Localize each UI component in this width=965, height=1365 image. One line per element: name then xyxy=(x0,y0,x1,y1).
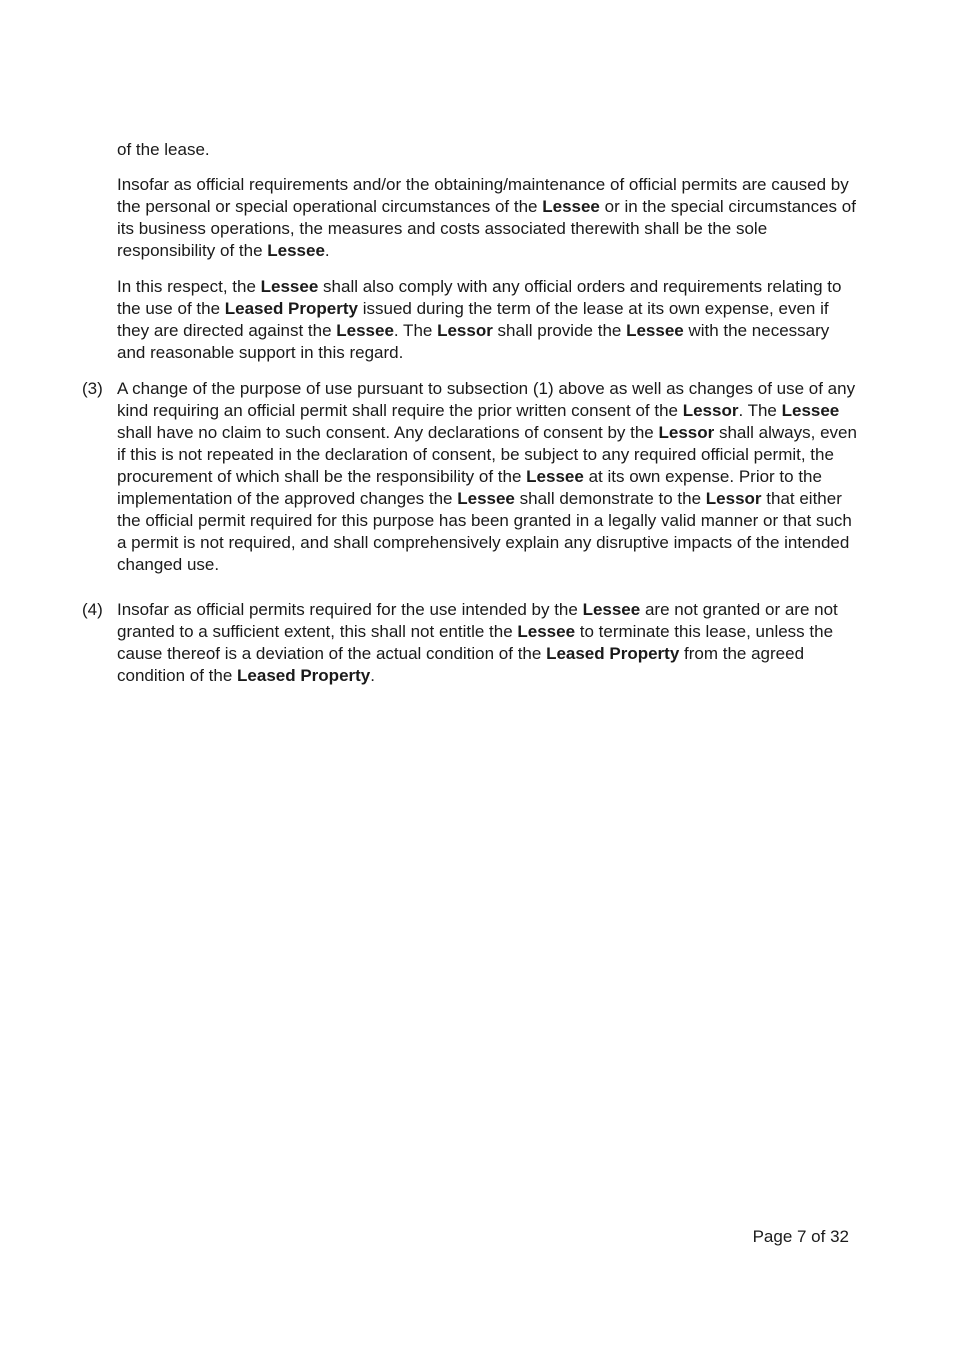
defined-term-lessee: Lessee xyxy=(582,600,641,619)
defined-term-lessee: Lessee xyxy=(260,277,319,296)
defined-term-lessee: Lessee xyxy=(781,401,840,420)
defined-term-leased-property: Leased Property xyxy=(546,644,680,663)
text-span: of the lease. xyxy=(117,140,210,159)
text-span: at its own expense. Prior to the implementation of the approved changes the xyxy=(117,467,822,508)
text-span: with the necessary and reasonable support in this regard. xyxy=(117,321,830,362)
text-span: or in the special circumstances of its business operations, the measures and costs associated therewith shall be the sole responsibility of the xyxy=(117,197,856,260)
subsection-text xyxy=(117,378,857,576)
defined-term-lessee: Lessee xyxy=(517,622,576,641)
defined-term-lessee: Lessee xyxy=(336,321,394,340)
text-span: issued during the term of the lease at its own expense, even if they are directed against the xyxy=(117,299,829,340)
text-span: shall also comply with any official orders and requirements relating to the use of the xyxy=(117,277,842,318)
text-span: shall have no claim to such consent. Any declarations of consent by the xyxy=(117,423,659,442)
defined-term-lessor: Lessor xyxy=(682,401,739,420)
defined-term-lessor: Lessor xyxy=(658,423,715,442)
page-number: Page 7 of 32 xyxy=(752,1227,849,1246)
subsection-number: (4) xyxy=(82,600,103,619)
text-span: . xyxy=(370,666,375,685)
text-span: to terminate this lease, unless the cause thereof is a deviation of the actual condition of the xyxy=(117,622,834,663)
subsection-number: (3) xyxy=(82,379,103,398)
defined-term-lessee: Lessee xyxy=(542,197,600,216)
defined-term-lessee: Lessee xyxy=(526,467,584,486)
defined-term-leased-property: Leased Property xyxy=(224,299,358,318)
paragraph-lease-continuation xyxy=(117,139,857,161)
text-span: In this respect, the xyxy=(117,277,261,296)
text-span: A change of the purpose of use pursuant to subsection (1) above as well as changes of use of any kind requiring an official permit shall require the prior written consent of the xyxy=(117,379,856,420)
text-span: Insofar as official requirements and/or the obtaining/maintenance of official permits are caused by the personal or special operational circumstances of the xyxy=(117,175,849,216)
defined-term-lessee: Lessee xyxy=(267,241,325,260)
text-span: are not granted or are not granted to a sufficient extent, this shall not entitle the xyxy=(117,600,838,641)
text-span: shall demonstrate to the xyxy=(514,489,706,508)
defined-term-lessor: Lessor xyxy=(437,321,493,340)
defined-term-lessee: Lessee xyxy=(626,321,684,340)
subsection-3 xyxy=(82,378,857,576)
subsection-4 xyxy=(82,599,857,687)
defined-term-lessor: Lessor xyxy=(705,489,762,508)
text-span: that either the official permit required for this purpose has been granted in a legally valid manner or that such a permit is not required, and shall comprehensively explain any disruptive impacts of the intended changed use. xyxy=(117,489,852,574)
text-span: shall provide the xyxy=(492,321,627,340)
text-span: Insofar as official permits required for the use intended by the xyxy=(117,600,583,619)
paragraph-official-requirements xyxy=(117,174,857,262)
defined-term-leased-property: Leased Property xyxy=(237,666,371,685)
paragraph-official-orders xyxy=(117,276,857,364)
defined-term-lessee: Lessee xyxy=(457,489,515,508)
text-span: . The xyxy=(393,321,438,340)
text-span: . The xyxy=(738,401,782,420)
subsection-text xyxy=(117,599,857,687)
text-span: shall always, even if this is not repeated in the declaration of consent, be subject to any required official permit, the procurement of which shall be the responsibility of the xyxy=(117,423,857,486)
text-span: . xyxy=(324,241,330,260)
text-span: from the agreed condition of the xyxy=(117,644,805,685)
